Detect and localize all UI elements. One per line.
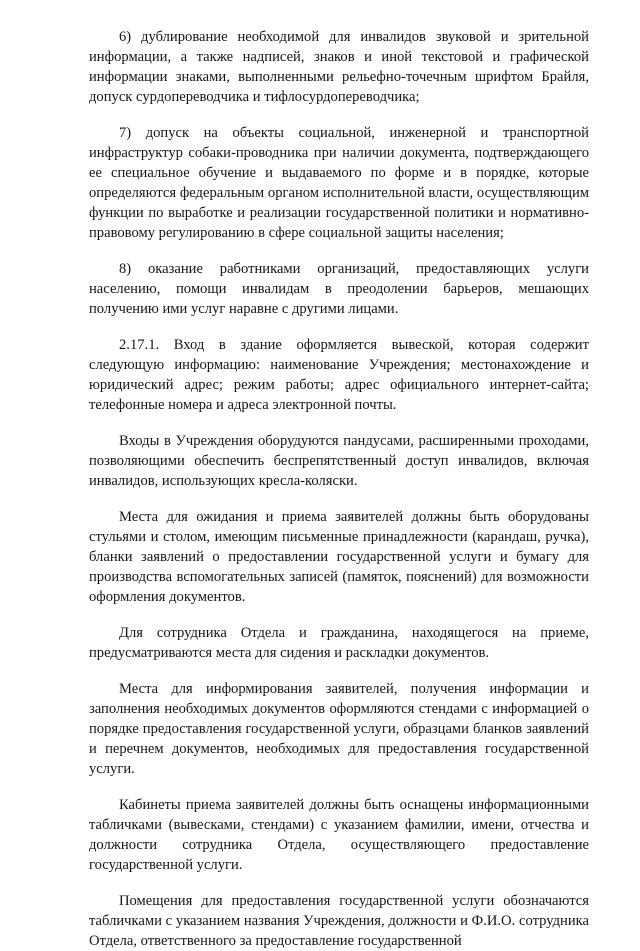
- paragraph-item-6: 6) дублирование необходимой для инвалидов звуковой и зрительной информации, а также надписей, знаков и иной текстовой и графической информации знаками, выполненными рельефно-точечным шрифтом Брайля, допуск сурдопереводчика и тифлосурдопереводчика;: [89, 29, 589, 105]
- paragraph-information-stands: Места для информирования заявителей, получения информации и заполнения необходимых документов оформляются стендами с информацией о порядке предоставления государственной услуги, образцами бланков заявлений и перечнем документов, необходимых для предоставления государственной услуги.: [89, 681, 589, 777]
- paragraph-item-7: 7) допуск на объекты социальной, инженерной и транспортной инфраструктур собаки-проводника при наличии документа, подтверждающего ее специальное обучение и выдаваемого по форме и в порядке, которые определяются федеральным органом исполнительной власти, осуществляющим функции по выработке и реализации государственной политики и нормативно-правовому регулированию в сфере социальной защиты населения;: [89, 125, 589, 241]
- document-page: [89, 27, 589, 951]
- paragraph-premises-signs: Помещения для предоставления государственной услуги обозначаются табличками с указанием названия Учреждения, должности и Ф.И.О. сотрудника Отдела, ответственного за предоставление государственной: [89, 893, 589, 949]
- paragraph-office-signs: Кабинеты приема заявителей должны быть оснащены информационными табличками (вывесками, стендами) с указанием фамилии, имени, отчества и должности сотрудника Отдела, осуществляющего предоставление государственной услуги.: [89, 797, 589, 873]
- paragraph-seating: Для сотрудника Отдела и гражданина, находящегося на приеме, предусматриваются места для сидения и раскладки документов.: [89, 625, 589, 661]
- paragraph-entrances: Входы в Учреждения оборудуются пандусами, расширенными проходами, позволяющими обеспечить беспрепятственный доступ инвалидов, включая инвалидов, использующих кресла-коляски.: [89, 433, 589, 489]
- paragraph-2-17-1: 2.17.1. Вход в здание оформляется вывеской, которая содержит следующую информацию: наименование Учреждения; местонахождение и юридический адрес; режим работы; адрес официального интернет-сайта; телефонные номера и адреса электронной почты.: [89, 337, 589, 413]
- paragraph-waiting-places: Места для ожидания и приема заявителей должны быть оборудованы стульями и столом, имеющим письменные принадлежности (карандаш, ручка), бланки заявлений о предоставлении государственной услуги и бумагу для производства вспомогательных записей (памяток, пояснений) для возможности оформления документов.: [89, 509, 589, 605]
- paragraph-item-8: 8) оказание работниками организаций, предоставляющих услуги населению, помощи инвалидам в преодолении барьеров, мешающих получению ими услуг наравне с другими лицами.: [89, 261, 589, 317]
